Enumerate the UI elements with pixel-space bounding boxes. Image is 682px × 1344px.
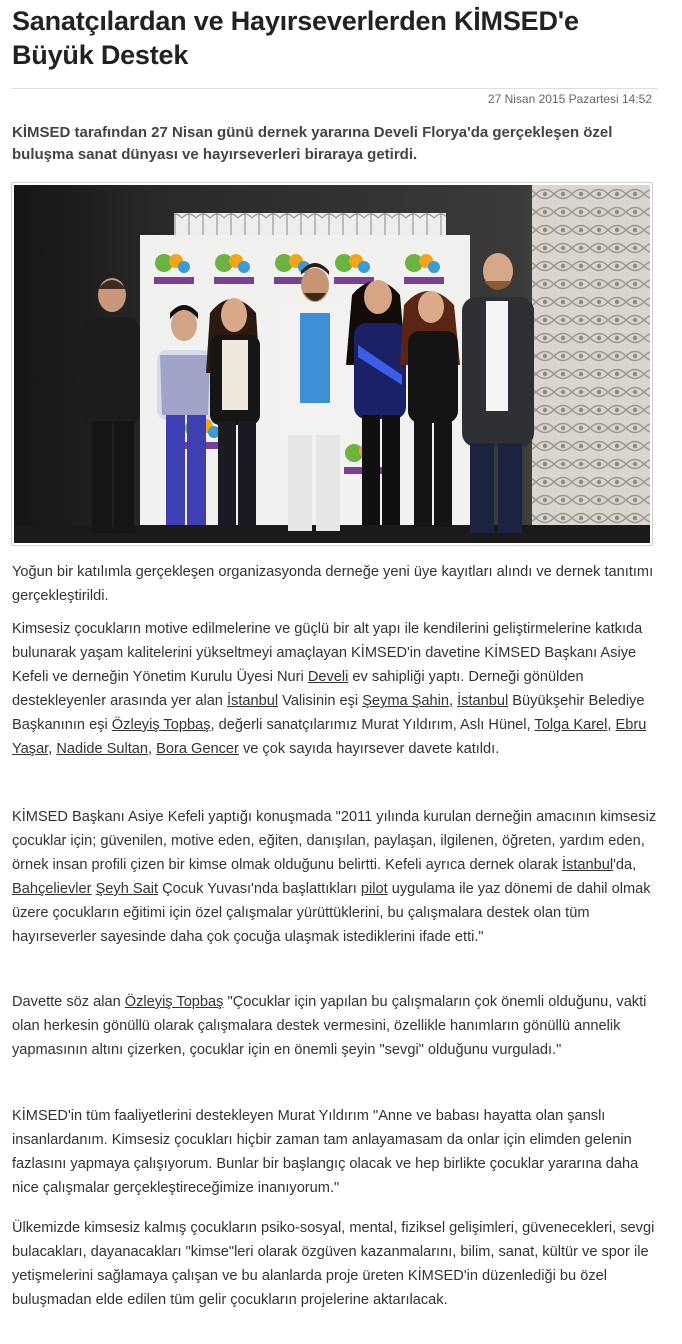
text-span: , xyxy=(148,741,157,757)
text-span: Davette söz alan xyxy=(12,994,125,1010)
intro-paragraph: Yoğun bir katılımla gerçekleşen organizasyonda derneğe yeni üye kayıtları alındı ve dernek tanıtımı gerçekleştirildi. xyxy=(12,564,654,604)
text-span: , değerli sanatçılarımız Murat Yıldırım, Aslı Hünel, xyxy=(210,717,535,733)
text-span: "Çocuklar için yapılan bu çalışmaların çok önemli olduğunu, vakti olan herkesin gönüllü olarak çalışmalara destek vermesini, özellikle hanımların gönüllü annelik yapmasının altını çizerken, çocuklar için en önemli şeyin "sevgi" olduğunu vurguladı." xyxy=(12,994,647,1058)
tag-link-istanbul[interactable]: İstanbul xyxy=(457,693,509,709)
body-paragraph-5: Ülkemizde kimsesiz kalmış çocukların psiko-sosyal, mental, fiziksel gelişimleri, güvenecekleri, sevgi bulacakları, dayanacakları "kimse"leri olarak özgüven kazanmalarını, bilim, sanat, kültür ve spor ile yetişmelerini sağlamaya çalışan ve bu alanlarda proje üreten KİMSED'in düzenlediği bu özel buluşmadan elde edilen tüm gelir çocukların projelerine aktarılacak. xyxy=(12,1220,655,1308)
tag-link-istanbul[interactable]: İstanbul xyxy=(561,857,614,873)
title-divider xyxy=(12,88,658,89)
tag-link-istanbul[interactable]: İstanbul xyxy=(226,693,279,709)
text-span: , xyxy=(449,693,458,709)
text-span: , xyxy=(607,717,616,733)
text-span: Valisinin eşi xyxy=(278,693,363,709)
text-span: , xyxy=(48,741,57,757)
text-span: uygulama ile yaz dönemi de dahil olmak üzere çocukların eğitimi için özel çalışmalar yürüttüklerini, bu çalışmalara destek olan tüm hayırseverler sayesinde daha çok çocuğa ulaşmak istediklerini ifade etti." xyxy=(12,881,651,945)
tag-link-seyma-sahin[interactable]: Şeyma Şahin xyxy=(362,693,450,709)
tag-link-develi[interactable]: Develi xyxy=(307,669,349,685)
body-paragraph-4: KİMSED'in tüm faaliyetlerini destekleyen Murat Yıldırım "Anne ve babası hayatta olan şanslı insanlardanım. Kimsesiz çocukları hiçbir zaman tam anlayamasam da onlar için elimden gelenin fazlasını yapmaya çalışıyorum. Bunlar bir başlangıç olacak ve hep birlikte çocuklar yararına daha nice çalışmalar gerçekleştireceğimize inanıyorum." xyxy=(12,1108,639,1196)
tag-link-seyh-sait[interactable]: Şeyh Sait xyxy=(95,881,159,897)
tag-link-nadide-sultan[interactable]: Nadide Sultan xyxy=(56,741,149,757)
tag-link-bahcelievler[interactable]: Bahçelievler xyxy=(12,881,92,897)
text-span: KİMSED Başkanı Asiye Kefeli yaptığı konuşmada "2011 yılında kurulan derneğin amacının kimsesiz çocuklar için; güvenilen, motive eden, eğiten, danışılan, paylaşan, ilgilenen, öğreten, yardım eden, örnek insan profili çizen bir kimse olmak olduğunu belirtti. Kefeli ayrıca dernek olarak xyxy=(12,809,657,873)
text-span: Kimsesiz çocukların motive edilmelerine ve güçlü bir alt yapı ile kendilerini geliştirmelerine katkıda bulunarak yaşam kalitelerini yükseltmeyi amaçlayan KİMSED'in davetine KİMSED Başkanı Asiye Kefeli ve derneğin Yönetim Kurulu Üyesi Nuri xyxy=(12,621,643,685)
tag-link-pilot[interactable]: pilot xyxy=(360,881,388,897)
text-span: 'da, xyxy=(613,857,637,873)
article-photo[interactable] xyxy=(11,182,653,546)
body-paragraph-3 xyxy=(12,990,658,1062)
lace-wall-panel xyxy=(532,185,650,543)
article-summary: KİMSED tarafından 27 Nisan günü dernek yararına Develi Florya'da gerçekleşen özel buluşma sanat dünyası ve hayırseverleri biraraya getirdi. xyxy=(12,124,613,163)
body-paragraph-1 xyxy=(12,617,658,761)
group-photo-illustration xyxy=(14,185,650,543)
text-span: ev sahipliği yaptı. Derneği gönülden destekleyenler arasında yer alan xyxy=(12,669,584,709)
tag-link-ozleyis-topbas[interactable]: Özleyiş Topbaş xyxy=(124,994,224,1010)
article-title: Sanatçılardan ve Hayırseverlerden KİMSED'e Büyük Destek xyxy=(12,6,579,70)
article-date: 27 Nisan 2015 Pazartesi 14:52 xyxy=(487,92,652,106)
tag-link-tolga-karel[interactable]: Tolga Karel xyxy=(534,717,608,733)
text-span: Büyükşehir Belediye Başkanının eşi xyxy=(12,693,645,733)
tag-link-ozleyis-topbas[interactable]: Özleyiş Topbaş xyxy=(111,717,211,733)
body-paragraph-2 xyxy=(12,805,658,949)
tag-link-ebru-yasar[interactable]: Ebru Yaşar xyxy=(12,717,647,757)
tag-link-bora-gencer[interactable]: Bora Gencer xyxy=(156,741,239,757)
text-span: ve çok sayıda hayırsever davete katıldı. xyxy=(238,741,500,757)
text-span: Çocuk Yuvası'nda başlattıkları xyxy=(158,881,361,897)
